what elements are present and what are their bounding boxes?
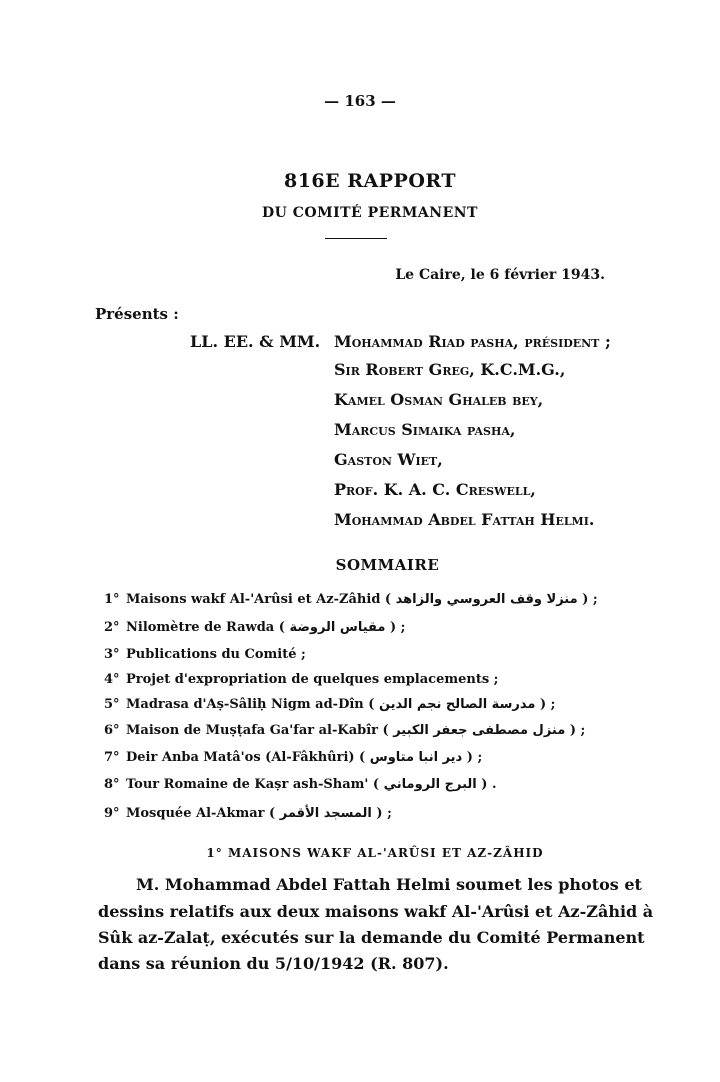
attendee: Marcus Simaika pasha, (334, 420, 516, 439)
item-end: ) ; (539, 697, 556, 712)
item-end: ) ; (582, 592, 598, 607)
title-divider (325, 238, 387, 239)
attendee: Kamel Osman Ghaleb bey, (334, 390, 544, 409)
item-number: 7° (104, 750, 120, 765)
item-arabic: المسجد الأقمر (279, 806, 372, 821)
item-arabic: منزلا وقف العروسي والزاهد (395, 592, 578, 607)
paragraph-line: dessins relatifs aux deux maisons wakf Al-'Arûsi et Az-Zâhid à (98, 902, 654, 921)
sommaire-title: SOMMAIRE (335, 556, 440, 574)
paragraph-line: dans sa réunion du 5/10/1942 (R. 807). (98, 954, 449, 973)
item-arabic: منزل مصطفى جعفر الكبير (393, 723, 566, 738)
item-end: ) ; (389, 620, 406, 635)
item-arabic: مقياس الروضة (289, 620, 386, 635)
item-arabic: مدرسة الصالح نجم الدين (378, 697, 536, 712)
item-end: ) . (481, 777, 497, 792)
attendee: Mohammad Riad pasha, président ; (334, 332, 611, 351)
item-end: ) ; (466, 750, 483, 765)
item-number: 6° (104, 723, 120, 738)
item-text: Deir Anba Matâ'os (Al-Fâkhûri) ( (126, 750, 366, 765)
item-end: ) ; (569, 723, 586, 738)
item-text: Madrasa d'Aṣ-Sâliḥ Nigm ad-Dîn ( (126, 697, 375, 712)
report-subtitle: DU COMITÉ PERMANENT (262, 205, 478, 221)
sommaire-item (104, 806, 392, 821)
section-heading: 1° MAISONS WAKF AL-'ARÛSI ET AZ-ZÂHID (206, 846, 544, 860)
dateline: Le Caire, le 6 février 1943. (395, 267, 605, 283)
presents-label: Présents : (95, 305, 179, 323)
sommaire-item (104, 672, 498, 687)
item-text: Nilomètre de Rawda ( (126, 620, 285, 635)
item-end: ) ; (376, 806, 392, 821)
page-number: — 163 — (324, 92, 396, 110)
item-arabic: دير انبا متاوس (369, 750, 463, 765)
sommaire-item (104, 750, 482, 765)
attendees-prefix: LL. EE. & MM. (190, 332, 321, 351)
item-number: 9° (104, 806, 120, 821)
item-number: 4° (104, 672, 120, 687)
item-number: 3° (104, 647, 120, 662)
item-number: 1° (104, 592, 120, 607)
attendee: Prof. K. A. C. Creswell, (334, 480, 536, 499)
attendee: Sir Robert Greg, K.C.M.G., (334, 360, 566, 379)
paragraph-line: Sûk az-Zalaṭ, exécutés sur la demande du Comité Permanent (98, 928, 645, 947)
item-text: Publications du Comité ; (126, 647, 306, 662)
sommaire-item (104, 697, 555, 712)
sommaire-item (104, 777, 496, 792)
item-number: 5° (104, 697, 120, 712)
paragraph-line: M. Mohammad Abdel Fattah Helmi soumet les photos et (136, 875, 642, 894)
sommaire-item (104, 620, 405, 635)
item-number: 8° (104, 777, 120, 792)
item-text: Tour Romaine de Kaṣr ash-Sham' ( (126, 777, 380, 792)
item-text: Projet d'expropriation de quelques emplacements ; (126, 672, 499, 687)
item-text: Maison de Muṣṭafa Ga'far al-Kabîr ( (126, 723, 389, 738)
item-arabic: البرج الروماني (383, 777, 477, 792)
item-text: Mosquée Al-Akmar ( (126, 806, 276, 821)
sommaire-item (104, 723, 585, 738)
sommaire-item (104, 647, 306, 662)
sommaire-item (104, 592, 598, 607)
report-title: 816E RAPPORT (283, 170, 456, 192)
attendee: Gaston Wiet, (334, 450, 443, 469)
item-number: 2° (104, 620, 120, 635)
item-text: Maisons wakf Al-'Arûsi et Az-Zâhid ( (126, 592, 392, 607)
attendee: Mohammad Abdel Fattah Helmi. (334, 510, 595, 529)
